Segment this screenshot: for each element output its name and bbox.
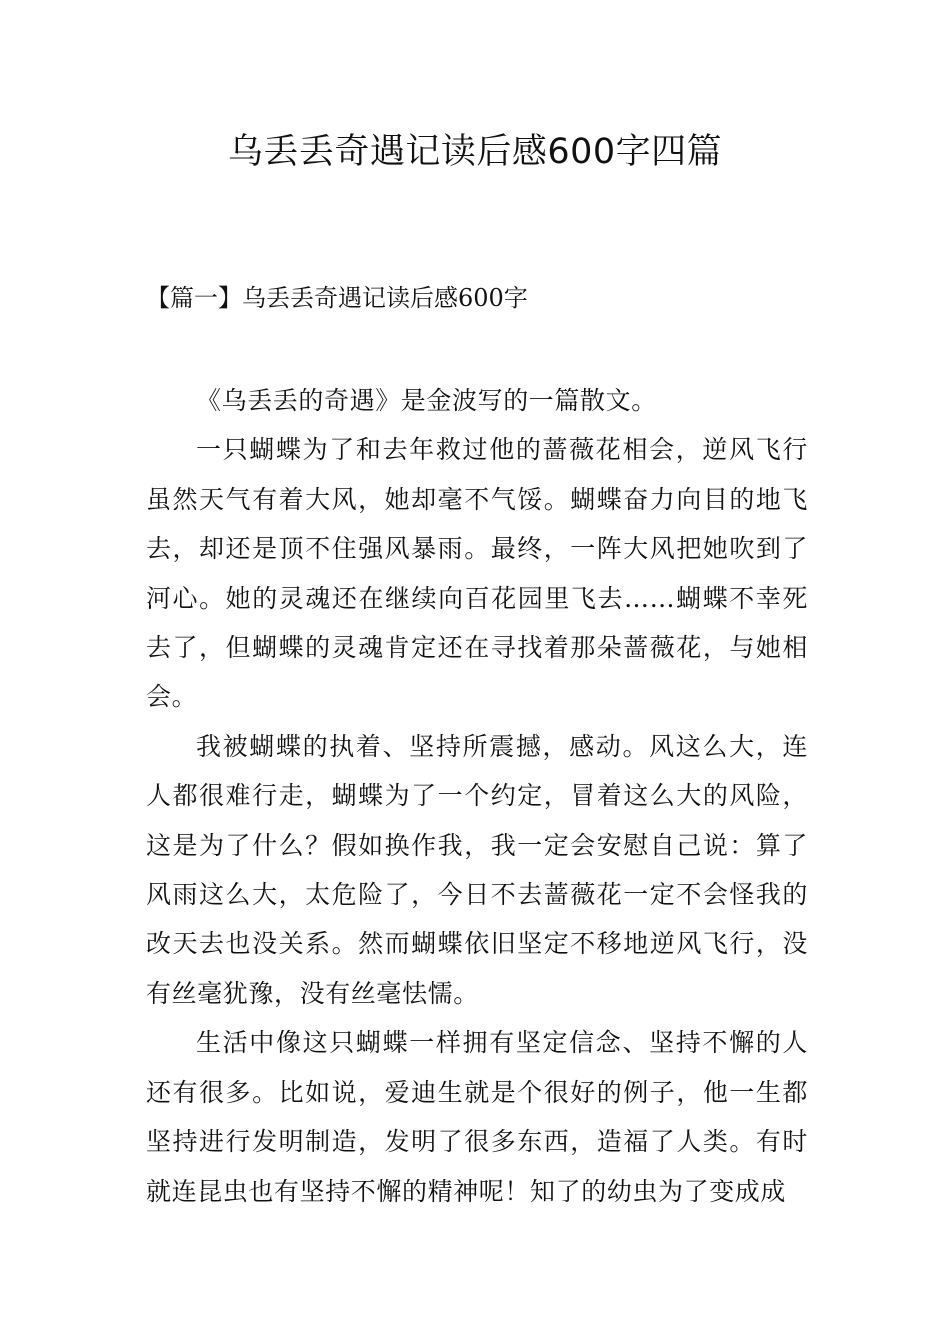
paragraph-3: 我被蝴蝶的执着、坚持所震撼，感动。风这么大，连人都很难行走，蝴蝶为了一个约定，冒着这么大的风险，这是为了什么？假如换作我，我一定会安慰自己说：算了风雨这么大，太危险了，今日不去蔷薇花一定不会怪我的改天去也没关系。然而蝴蝶依旧坚定不移地逆风飞行，没有丝毫犹豫，没有丝毫怯懦。 [146, 731, 808, 1008]
section-heading: 【篇一】乌丢丢奇遇记读后感600字 [146, 284, 528, 312]
paragraph-2: 一只蝴蝶为了和去年救过他的蔷薇花相会，逆风飞行虽然天气有着大风，她却毫不气馁。蝴蝶奋力向目的地飞去，却还是顶不住强风暴雨。最终，一阵大风把她吹到了河心。她的灵魂还在继续向百花园里飞去……蝴蝶不幸死去了，但蝴蝶的灵魂肯定还在寻找着那朵蔷薇花，与她相会。 [146, 435, 808, 712]
article-body [146, 376, 808, 1216]
paragraph-4: 生活中像这只蝴蝶一样拥有坚定信念、坚持不懈的人还有很多。比如说，爱迪生就是个很好的例子，他一生都坚持进行发明制造，发明了很多东西，造福了人类。有时就连昆虫也有坚持不懈的精神呢！知了的幼虫为了变成成 [146, 1028, 808, 1206]
paragraph-1: 《乌丢丢的奇遇》是金波写的一篇散文。 [196, 386, 657, 415]
document-title: 乌丢丢奇遇记读后感600字四篇 [227, 132, 723, 172]
